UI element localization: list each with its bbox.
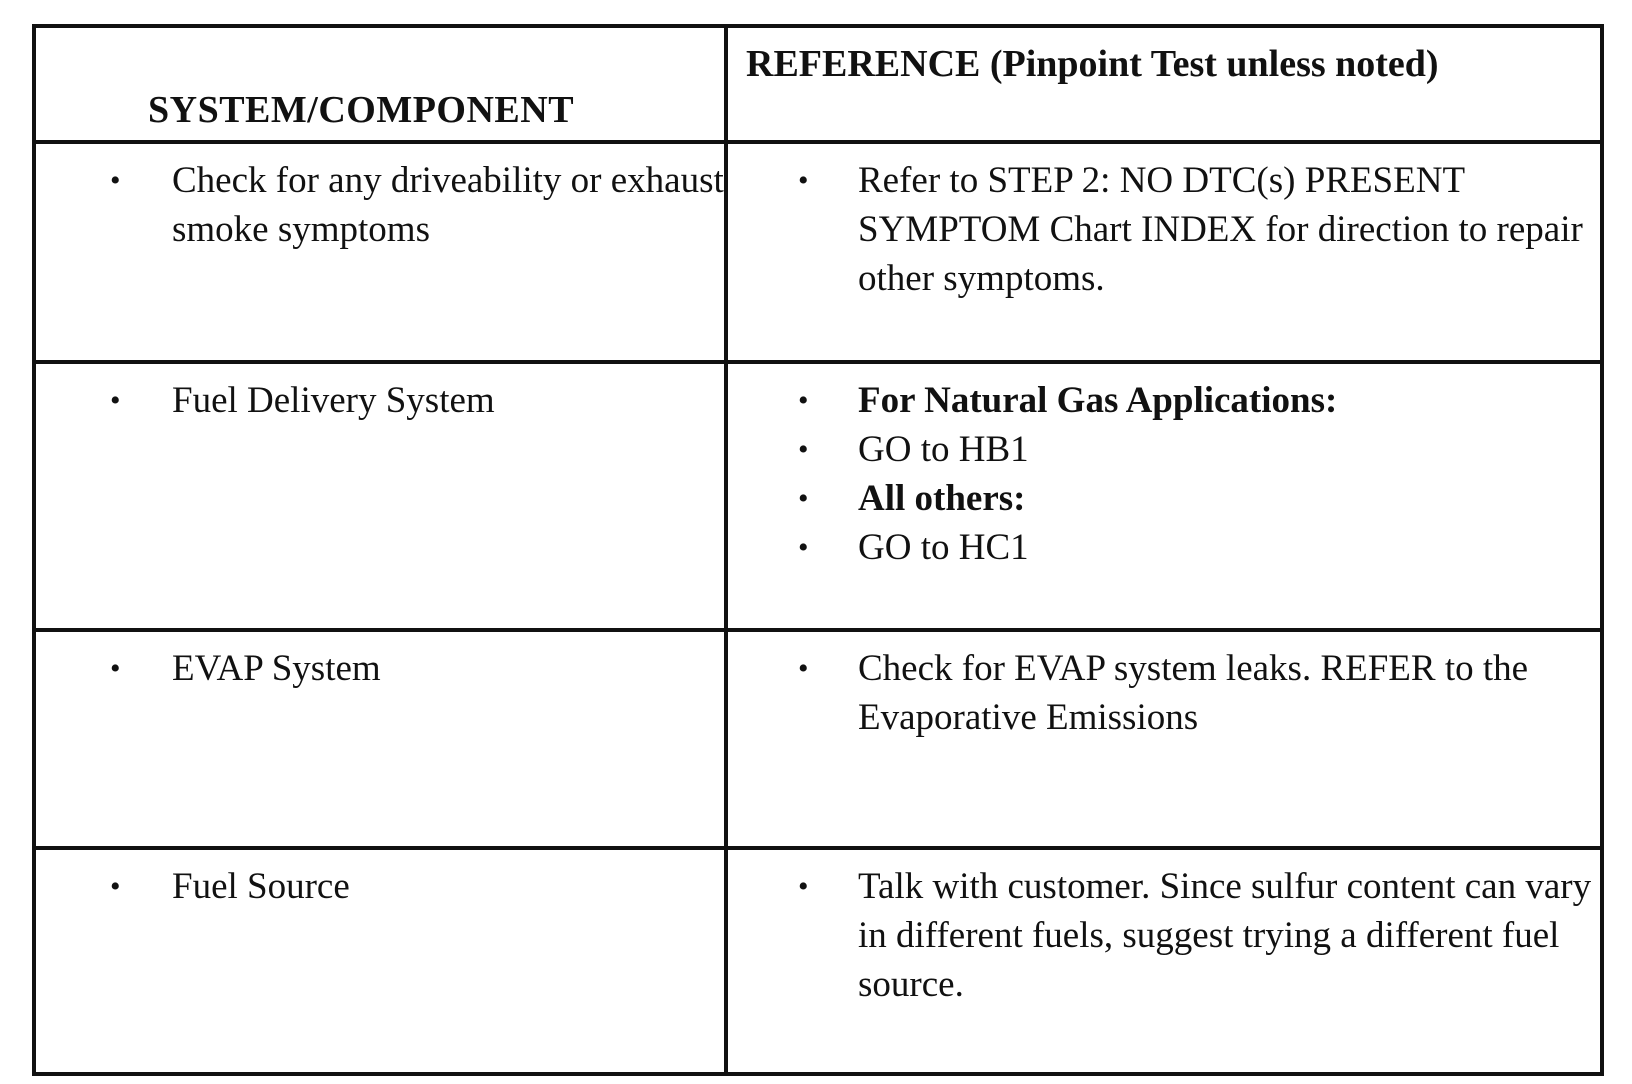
reference-text: Talk with customer. Since sulfur content can vary in different fuels, suggest trying a different fuel source.: [858, 866, 1592, 1005]
reference-text: GO to HB1: [858, 429, 1029, 470]
reference-text: All others:: [858, 478, 1026, 519]
reference-cell: [726, 142, 1602, 362]
reference-header-text: REFERENCE (Pinpoint Test unless noted): [746, 43, 1439, 85]
reference-table: [32, 24, 1604, 1076]
bullet-icon: •: [110, 384, 121, 417]
bullet-icon: •: [798, 433, 809, 466]
system-text: Fuel Delivery System: [172, 380, 495, 421]
reference-text: For Natural Gas Applications:: [858, 380, 1338, 421]
bullet-icon: •: [110, 652, 121, 685]
reference-header: [726, 26, 1602, 142]
bullet-icon: •: [110, 164, 121, 197]
list-item: [110, 862, 724, 911]
bullet-icon: •: [798, 482, 809, 515]
table-row: [34, 362, 1602, 630]
system-cell: [34, 630, 726, 848]
system-cell: [34, 362, 726, 630]
list-item: [798, 523, 1592, 572]
reference-text: Refer to STEP 2: NO DTC(s) PRESENT SYMPTOM Chart INDEX for direction to repair other symptoms.: [858, 160, 1583, 299]
table-row: [34, 630, 1602, 848]
bullet-icon: •: [798, 164, 809, 197]
bullet-icon: •: [798, 531, 809, 564]
reference-text: GO to HC1: [858, 527, 1029, 568]
list-item: [110, 644, 724, 693]
list-item: [798, 376, 1592, 425]
list-item: [110, 156, 724, 254]
system-text: EVAP System: [172, 648, 381, 689]
list-item: [110, 376, 724, 425]
system-text: Check for any driveability or exhaust smoke symptoms: [172, 160, 724, 250]
reference-cell: [726, 630, 1602, 848]
bullet-icon: •: [110, 870, 121, 903]
list-item: [798, 862, 1592, 1009]
list-item: [798, 425, 1592, 474]
reference-cell: [726, 362, 1602, 630]
header-row: [34, 26, 1602, 142]
list-item: [798, 156, 1592, 303]
system-text: Fuel Source: [172, 866, 350, 907]
table-row: [34, 142, 1602, 362]
system-cell: [34, 142, 726, 362]
list-item: [798, 474, 1592, 523]
reference-text: Check for EVAP system leaks. REFER to the Evaporative Emissions: [858, 648, 1529, 738]
bullet-icon: •: [798, 384, 809, 417]
table-row: [34, 848, 1602, 1074]
system-component-header: [34, 26, 726, 142]
bullet-icon: •: [798, 652, 809, 685]
system-component-header-text: SYSTEM/COMPONENT: [148, 89, 575, 131]
bullet-icon: •: [798, 870, 809, 903]
system-cell: [34, 848, 726, 1074]
reference-cell: [726, 848, 1602, 1074]
list-item: [798, 644, 1592, 742]
